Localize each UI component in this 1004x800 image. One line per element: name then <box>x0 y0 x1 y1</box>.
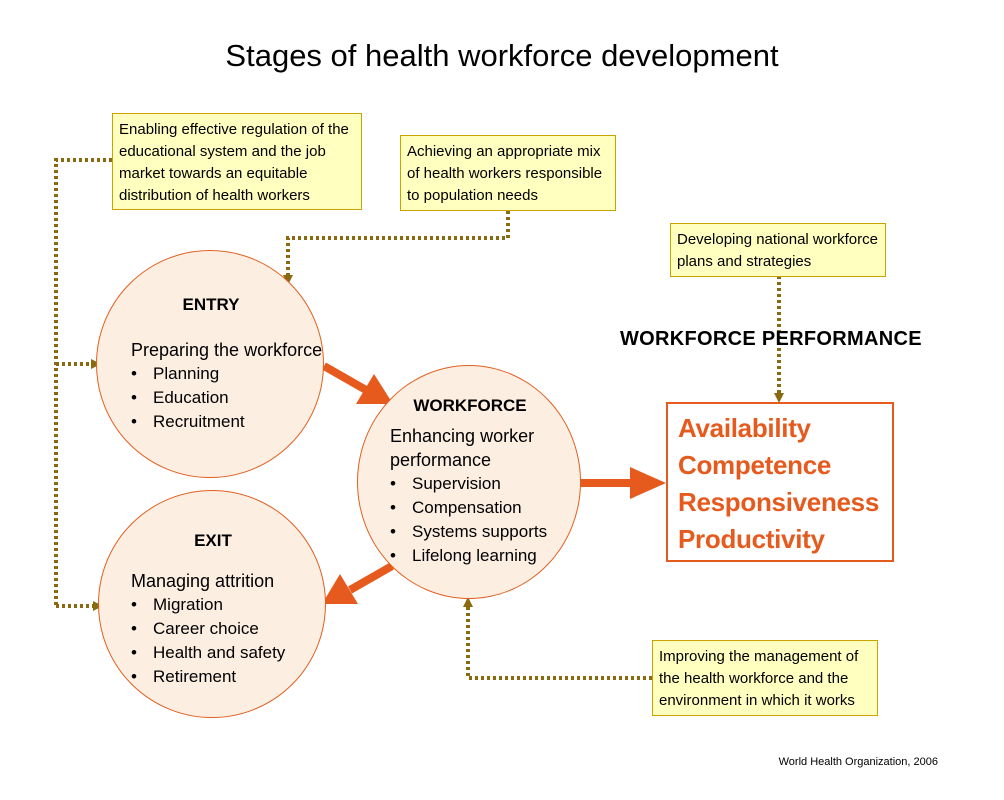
list-item: • Planning <box>131 362 245 386</box>
entry-list <box>131 362 245 434</box>
exit-list <box>131 593 285 689</box>
workforce-to-exit-arrow-shaft <box>350 566 392 590</box>
mix-note: Achieving an appropriate mix of health workers responsible to population needs <box>400 135 616 211</box>
workforce-heading: WORKFORCE <box>413 396 527 415</box>
workforce-circle <box>357 365 581 599</box>
management-note: Improving the management of the health workforce and the environment in which it works <box>652 640 878 716</box>
exit-lead: Managing attrition <box>131 571 275 591</box>
list-item: • Compensation <box>390 496 547 520</box>
exit-heading: EXIT <box>194 531 232 550</box>
list-item: • Systems supports <box>390 520 547 544</box>
entry-heading: ENTRY <box>182 295 240 314</box>
list-item: • Supervision <box>390 472 547 496</box>
diagram-title: Stages of health workforce development <box>225 38 779 73</box>
credit-text: World Health Organization, 2006 <box>778 756 938 768</box>
list-item: • Migration <box>131 593 285 617</box>
list-item: • Retirement <box>131 665 285 689</box>
list-item: • Lifelong learning <box>390 544 547 568</box>
entry-to-workforce-arrow-shaft <box>324 366 366 390</box>
list-item: • Education <box>131 386 245 410</box>
plans-note: Developing national workforce plans and strategies <box>670 223 886 277</box>
performance-label: WORKFORCE PERFORMANCE <box>620 328 922 350</box>
workforce-lead: Enhancing worker performance <box>390 426 535 470</box>
workforce-list <box>390 472 547 568</box>
exit-circle <box>98 490 326 718</box>
management-to-workforce-arrow <box>468 602 652 678</box>
list-item: • Career choice <box>131 617 285 641</box>
entry-lead: Preparing the workforce <box>131 340 323 360</box>
performance-item: Competence <box>678 450 832 480</box>
performance-item: Responsiveness <box>678 487 880 517</box>
list-item: • Recruitment <box>131 410 245 434</box>
list-item: • Health and safety <box>131 641 285 665</box>
regulation-note: Enabling effective regulation of the educational system and the job market towards an equitable distribution of health workers <box>112 113 362 210</box>
performance-item: Productivity <box>678 524 825 554</box>
entry-circle <box>96 250 324 478</box>
workforce-to-performance-arrow-head <box>630 467 666 499</box>
performance-item: Availability <box>678 413 811 443</box>
performance-box <box>666 402 894 562</box>
mix-to-entry-arrow <box>288 211 508 280</box>
